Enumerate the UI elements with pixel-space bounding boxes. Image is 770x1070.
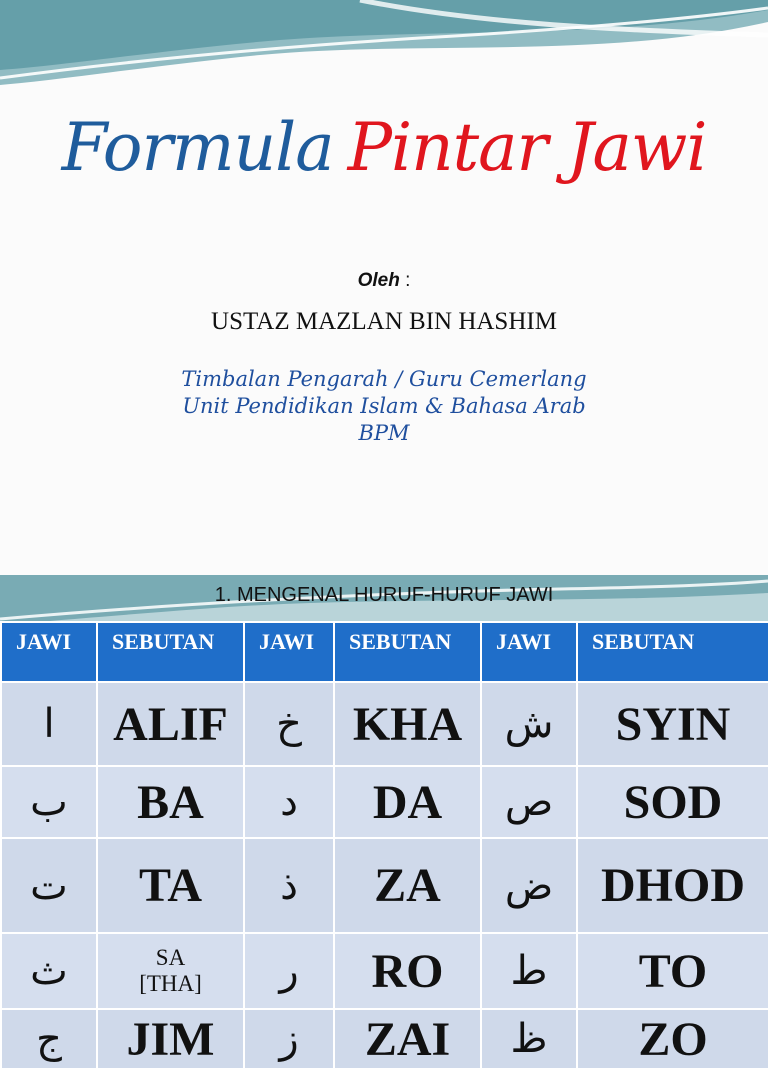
jawi-letter: خ xyxy=(244,682,334,766)
letter-name: TA xyxy=(97,838,244,933)
jawi-letter: د xyxy=(244,766,334,838)
role-line: BPM xyxy=(358,421,410,445)
table-row xyxy=(1,682,769,766)
decorative-wave-top xyxy=(0,0,768,90)
jawi-letter: ا xyxy=(1,682,97,766)
table-row xyxy=(1,766,769,838)
author-name: USTAZ MAZLAN BIN HASHIM xyxy=(211,308,557,335)
jawi-letter: ر xyxy=(244,933,334,1009)
table-row xyxy=(1,838,769,933)
byline xyxy=(0,270,768,292)
byline-colon: : xyxy=(405,270,411,291)
jawi-letter: ش xyxy=(481,682,577,766)
letter-name: KHA xyxy=(334,682,481,766)
letter-name: RO xyxy=(334,933,481,1009)
jawi-letter: ط xyxy=(481,933,577,1009)
letter-name: TO xyxy=(577,933,769,1009)
letter-name: ZA xyxy=(334,838,481,933)
jawi-letter: ذ xyxy=(244,838,334,933)
role-line: Unit Pendidikan Islam & Bahasa Arab xyxy=(182,394,586,418)
section-title: 1. MENGENAL HURUF-HURUF JAWI xyxy=(214,584,554,606)
letter-name: ZO xyxy=(577,1009,769,1069)
letter-name: ZAI xyxy=(334,1009,481,1069)
header-jawi: JAWI xyxy=(481,622,577,682)
letters-slide xyxy=(0,575,768,1066)
letter-name: ALIF xyxy=(97,682,244,766)
title-word-formula: Formula xyxy=(61,109,334,186)
title-word-pintar-jawi: Pintar Jawi xyxy=(347,109,707,186)
presentation-title xyxy=(0,108,768,187)
jawi-letter: ب xyxy=(1,766,97,838)
jawi-letter: ظ xyxy=(481,1009,577,1069)
header-jawi: JAWI xyxy=(1,622,97,682)
jawi-letter: ز xyxy=(244,1009,334,1069)
table-row xyxy=(1,933,769,1009)
byline-label: Oleh xyxy=(357,270,400,291)
letter-name: SA [THA] xyxy=(97,933,244,1009)
letter-name: DHOD xyxy=(577,838,769,933)
jawi-letter: ج xyxy=(1,1009,97,1069)
jawi-letters-table xyxy=(0,621,770,1070)
author-role xyxy=(0,366,768,447)
header-sebutan: SEBUTAN xyxy=(577,622,769,682)
header-sebutan: SEBUTAN xyxy=(334,622,481,682)
jawi-letter: ت xyxy=(1,838,97,933)
header-jawi: JAWI xyxy=(244,622,334,682)
letter-name: JIM xyxy=(97,1009,244,1069)
jawi-letter: ث xyxy=(1,933,97,1009)
letter-name: DA xyxy=(334,766,481,838)
jawi-letter: ض xyxy=(481,838,577,933)
table-header-row xyxy=(1,622,769,682)
header-sebutan: SEBUTAN xyxy=(97,622,244,682)
letter-name: BA xyxy=(97,766,244,838)
table-row xyxy=(1,1009,769,1069)
letter-name: SOD xyxy=(577,766,769,838)
letter-name: SYIN xyxy=(577,682,769,766)
jawi-letter: ص xyxy=(481,766,577,838)
role-line: Timbalan Pengarah / Guru Cemerlang xyxy=(181,367,587,391)
